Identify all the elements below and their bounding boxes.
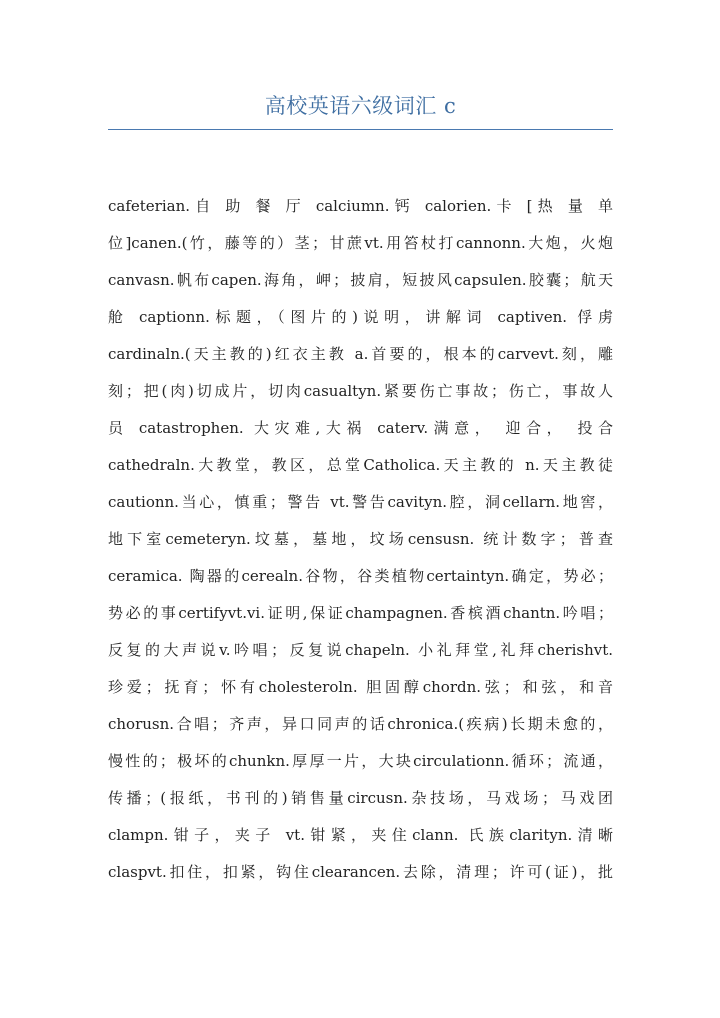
text-line: cathedraln.大教堂，教区，总堂Catholica.天主教的 n.天主教徒 xyxy=(108,456,613,474)
text-line: 刻；把(肉)切成片，切肉casualtyn.紧要伤亡事故；伤亡，事故人 xyxy=(108,382,613,400)
text-line: 员 catastrophen. 大灾难,大祸 caterv.满意， 迎合， 投合 xyxy=(108,419,613,437)
text-line: 慢性的；极坏的chunkn.厚厚一片，大块circulationn.循环；流通， xyxy=(108,752,613,770)
text-line: cafeterian.自 助 餐 厅 calciumn.钙 calorien.卡 [热 量 单 xyxy=(108,197,613,215)
vocabulary-text xyxy=(108,193,613,896)
document-title: 高校英语六级词汇 c xyxy=(264,94,457,118)
text-line: 舱 captionn.标题，（图片的)说明，讲解词 captiven. 俘虏 xyxy=(108,308,613,326)
text-line: 传播；(报纸，书刊的)销售量circusn.杂技场，马戏场；马戏团 xyxy=(108,789,613,807)
text-line: 反复的大声说v.吟唱；反复说chapeln. 小礼拜堂,礼拜cherishvt. xyxy=(108,641,613,659)
text-line: cardinaln.(天主教的)红衣主教 a.首要的，根本的carvevt.刻，雕 xyxy=(108,345,613,363)
text-line: claspvt.扣住，扣紧，钩住clearancen.去除，清理；许可(证)，批 xyxy=(108,863,613,881)
text-line: 地下室cemeteryn.坟墓，墓地，坟场censusn. 统计数字；普查 xyxy=(108,530,613,548)
text-line: 珍爱；抚育；怀有cholesteroln. 胆固醇chordn.弦；和弦，和音 xyxy=(108,678,613,696)
text-line: chorusn.合唱；齐声，异口同声的话chronica.(疾病)长期未愈的， xyxy=(108,715,613,733)
text-line: cautionn.当心，慎重；警告 vt.警告cavityn.腔，洞cellarn.地窖， xyxy=(108,493,613,511)
text-line: 势必的事certifyvt.vi.证明,保证champagnen.香槟酒chantn.吟唱； xyxy=(108,604,613,622)
title-underline xyxy=(108,129,613,130)
text-line: ceramica. 陶器的cerealn.谷物，谷类植物certaintyn.确定，势必； xyxy=(108,567,613,585)
text-line: 位]canen.(竹，藤等的）茎；甘蔗vt.用笞杖打cannonn.大炮，火炮 xyxy=(108,234,613,252)
text-line: canvasn.帆布capen.海角，岬；披肩，短披风capsulen.胶囊；航天 xyxy=(108,271,613,289)
text-line: clampn.钳子，夹子 vt.钳紧，夹住clann. 氏族clarityn.清晰 xyxy=(108,826,613,844)
